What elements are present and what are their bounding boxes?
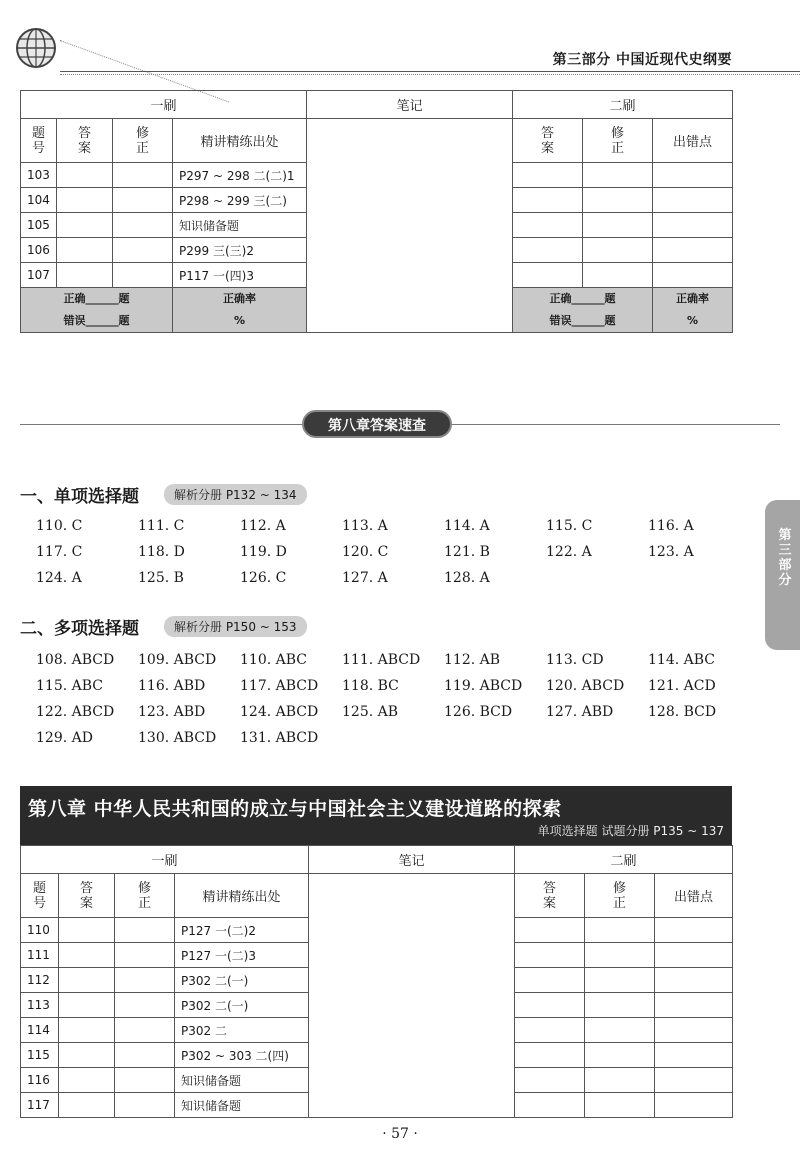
answer-cell[interactable] [59,918,115,943]
answer-item: 113. A [342,518,388,534]
page-header [0,0,800,80]
answer-item: 121. B [444,544,490,560]
answer-item: 126. BCD [444,704,513,720]
answer-cell[interactable] [515,1093,585,1118]
correction-cell[interactable] [583,238,653,263]
answer-cell[interactable] [59,1068,115,1093]
correction-cell[interactable] [583,163,653,188]
correction-cell[interactable] [113,188,173,213]
source-cell: P117 一(四)3 [173,263,307,288]
qno-header: 题号 [32,880,46,911]
source-cell: P127 一(二)3 [175,943,309,968]
correct-rate-label: 正确率 [223,292,256,305]
source-cell: 知识储备题 [175,1093,309,1118]
answer-item: 130. ABCD [138,730,217,746]
source-cell: P299 三(三)2 [173,238,307,263]
answer-cell[interactable] [515,1018,585,1043]
error-cell[interactable] [655,993,733,1018]
round1-header: 一刷 [21,91,307,119]
source-cell: P302 二(一) [175,968,309,993]
answer-item: 125. B [138,570,184,586]
globe-icon [14,26,58,70]
single-choice-tag: 解析分册 P132 ~ 134 [164,484,307,505]
answer-item: 116. A [648,518,694,534]
error-cell[interactable] [655,968,733,993]
side-tab-label: 第三部分 [778,528,792,588]
answer-row [36,678,750,704]
answer-item: 108. ABCD [36,652,115,668]
correction-cell[interactable] [115,1068,175,1093]
error-cell[interactable] [655,918,733,943]
answer-item: 126. C [240,570,287,586]
error-cell[interactable] [655,1093,733,1118]
answer-cell[interactable] [515,943,585,968]
source-cell: 知识储备题 [173,213,307,238]
answer-item: 114. A [444,518,490,534]
answer-item: 109. ABCD [138,652,217,668]
answer-item: 120. C [342,544,389,560]
correction-cell[interactable] [585,1043,655,1068]
question-number: 106 [21,238,57,263]
correction-header-2: 修正 [611,125,625,156]
error-cell[interactable] [653,213,733,238]
error-cell[interactable] [653,188,733,213]
question-number: 114 [21,1018,59,1043]
answer-cell[interactable] [515,1068,585,1093]
answer-cell[interactable] [57,263,113,288]
answer-cell[interactable] [515,918,585,943]
answer-item: 118. BC [342,678,399,694]
answer-item: 116. ABD [138,678,206,694]
question-number: 112 [21,968,59,993]
answer-item: 128. BCD [648,704,717,720]
answer-item: 127. A [342,570,388,586]
answer-cell[interactable] [513,213,583,238]
answer-header-2: 答案 [543,880,557,911]
source-cell: 知识储备题 [175,1068,309,1093]
source-cell: P298 ~ 299 三(二) [173,188,307,213]
answer-cell[interactable] [59,1018,115,1043]
correction-header: 修正 [135,125,149,156]
multiple-choice-answers [36,652,750,756]
answer-item: 129. AD [36,730,93,746]
answer-item: 111. ABCD [342,652,421,668]
answer-item: 119. ABCD [444,678,523,694]
source-cell: P297 ~ 298 二(二)1 [173,163,307,188]
answer-row [36,544,750,570]
answer-item: 124. ABCD [240,704,319,720]
answer-item: 113. CD [546,652,604,668]
answer-item: 124. A [36,570,82,586]
answer-item: 117. C [36,544,83,560]
multiple-choice-heading: 二、多项选择题 [20,619,139,639]
question-number: 105 [21,213,57,238]
error-cell[interactable] [653,263,733,288]
answer-cell[interactable] [513,188,583,213]
correction-cell[interactable] [583,213,653,238]
answer-cell[interactable] [513,238,583,263]
correction-cell[interactable] [115,968,175,993]
correction-cell[interactable] [115,943,175,968]
answer-cell[interactable] [57,163,113,188]
question-number: 113 [21,993,59,1018]
notes-header: 笔记 [307,91,513,119]
answer-item: 110. ABC [240,652,307,668]
notes-cell[interactable] [307,119,513,333]
correction-cell[interactable] [115,1093,175,1118]
answer-cell[interactable] [59,1093,115,1118]
correction-header-2: 修正 [613,880,627,911]
answer-cell[interactable] [59,943,115,968]
chapter-subtitle: 单项选择题 试题分册 P135 ~ 137 [537,824,724,838]
source-header: 精讲精练出处 [173,119,307,163]
correction-cell[interactable] [113,213,173,238]
answer-item: 119. D [240,544,287,560]
correct-rate-label-2: 正确率 [676,292,710,305]
summary-count-cell-2 [513,288,653,333]
answer-row [36,518,750,544]
answer-cell[interactable] [59,1043,115,1068]
answer-item: 114. ABC [648,652,715,668]
question-number: 110 [21,918,59,943]
answer-header-2: 答案 [541,125,555,156]
header-rule [60,71,800,75]
answer-item: 120. ABCD [546,678,625,694]
summary-rate-cell [173,288,307,333]
error-cell[interactable] [655,1043,733,1068]
correction-cell[interactable] [585,1018,655,1043]
error-cell[interactable] [655,943,733,968]
round2-header: 二刷 [513,91,733,119]
correction-cell[interactable] [113,263,173,288]
correction-cell[interactable] [585,918,655,943]
chapter-title: 第八章 中华人民共和国的成立与中国社会主义建设道路的探索 [28,798,562,820]
answer-item: 123. A [648,544,694,560]
question-number: 104 [21,188,57,213]
error-point-header: 出错点 [653,119,733,163]
single-choice-answers [36,518,750,596]
answer-item: 123. ABD [138,704,206,720]
answer-item: 117. ABCD [240,678,319,694]
round1-header: 一刷 [21,846,309,874]
answer-item: 115. C [546,518,593,534]
answer-header: 答案 [77,125,91,156]
answer-header: 答案 [79,880,93,911]
correction-cell[interactable] [115,918,175,943]
source-cell: P302 二 [175,1018,309,1043]
source-cell: P127 一(二)2 [175,918,309,943]
correction-cell[interactable] [583,188,653,213]
source-cell: P302 二(一) [175,993,309,1018]
question-number: 103 [21,163,57,188]
question-number: 117 [21,1093,59,1118]
correction-cell[interactable] [585,943,655,968]
correction-cell[interactable] [585,993,655,1018]
answer-row [36,704,750,730]
source-header: 精讲精练出处 [175,874,309,918]
wrong-count-2: 错误______题 [549,314,616,327]
answer-item: 122. A [546,544,592,560]
correction-cell[interactable] [115,1018,175,1043]
correction-header: 修正 [137,880,151,911]
answer-cell[interactable] [515,1043,585,1068]
error-cell[interactable] [653,238,733,263]
chapter-banner [20,786,732,846]
answer-cell[interactable] [513,163,583,188]
answer-item: 112. A [240,518,286,534]
question-number: 116 [21,1068,59,1093]
notes-cell[interactable] [309,874,515,1118]
question-number: 115 [21,1043,59,1068]
review-table-1 [20,90,733,333]
multiple-choice-tag: 解析分册 P150 ~ 153 [164,616,307,637]
correction-cell[interactable] [585,968,655,993]
correction-cell[interactable] [113,163,173,188]
error-point-header: 出错点 [655,874,733,918]
correction-cell[interactable] [115,993,175,1018]
answer-item: 125. AB [342,704,399,720]
review-table-2 [20,845,733,1118]
answer-cell[interactable] [515,968,585,993]
answer-item: 111. C [138,518,185,534]
answer-item: 128. A [444,570,490,586]
wrong-count: 错误______题 [63,314,130,327]
single-choice-heading: 一、单项选择题 [20,487,139,507]
answer-cell[interactable] [57,213,113,238]
correction-cell[interactable] [585,1093,655,1118]
answer-row [36,570,750,596]
percent-sign-2: % [687,314,699,327]
answer-item: 110. C [36,518,83,534]
answer-cell[interactable] [57,238,113,263]
page-number: · 57 · [382,1126,418,1142]
answer-cell[interactable] [57,188,113,213]
correction-cell[interactable] [113,238,173,263]
section-title: 第三部分 中国近现代史纲要 [552,52,732,68]
answer-item: 122. ABCD [36,704,115,720]
correction-cell[interactable] [115,1043,175,1068]
answer-item: 112. AB [444,652,501,668]
answer-item: 118. D [138,544,185,560]
error-cell[interactable] [655,1068,733,1093]
answer-cell[interactable] [515,993,585,1018]
answer-row [36,730,750,756]
correct-count: 正确______题 [63,292,130,305]
answer-item: 127. ABD [546,704,614,720]
notes-header: 笔记 [309,846,515,874]
source-cell: P302 ~ 303 二(四) [175,1043,309,1068]
answer-item: 131. ABCD [240,730,319,746]
answer-row [36,652,750,678]
error-cell[interactable] [653,163,733,188]
question-number: 107 [21,263,57,288]
round2-header: 二刷 [515,846,733,874]
answer-key-banner: 第八章答案速查 [302,410,452,438]
answer-cell[interactable] [59,993,115,1018]
answer-item: 115. ABC [36,678,103,694]
answer-item: 121. ACD [648,678,716,694]
question-number: 111 [21,943,59,968]
summary-count-cell [21,288,173,333]
correct-count-2: 正确______题 [549,292,616,305]
correction-cell[interactable] [585,1068,655,1093]
part-side-tab [765,500,800,650]
error-cell[interactable] [655,1018,733,1043]
answer-cell[interactable] [59,968,115,993]
correction-cell[interactable] [583,263,653,288]
qno-header: 题号 [31,125,45,156]
percent-sign: % [233,314,246,327]
summary-rate-cell-2 [653,288,733,333]
answer-cell[interactable] [513,263,583,288]
